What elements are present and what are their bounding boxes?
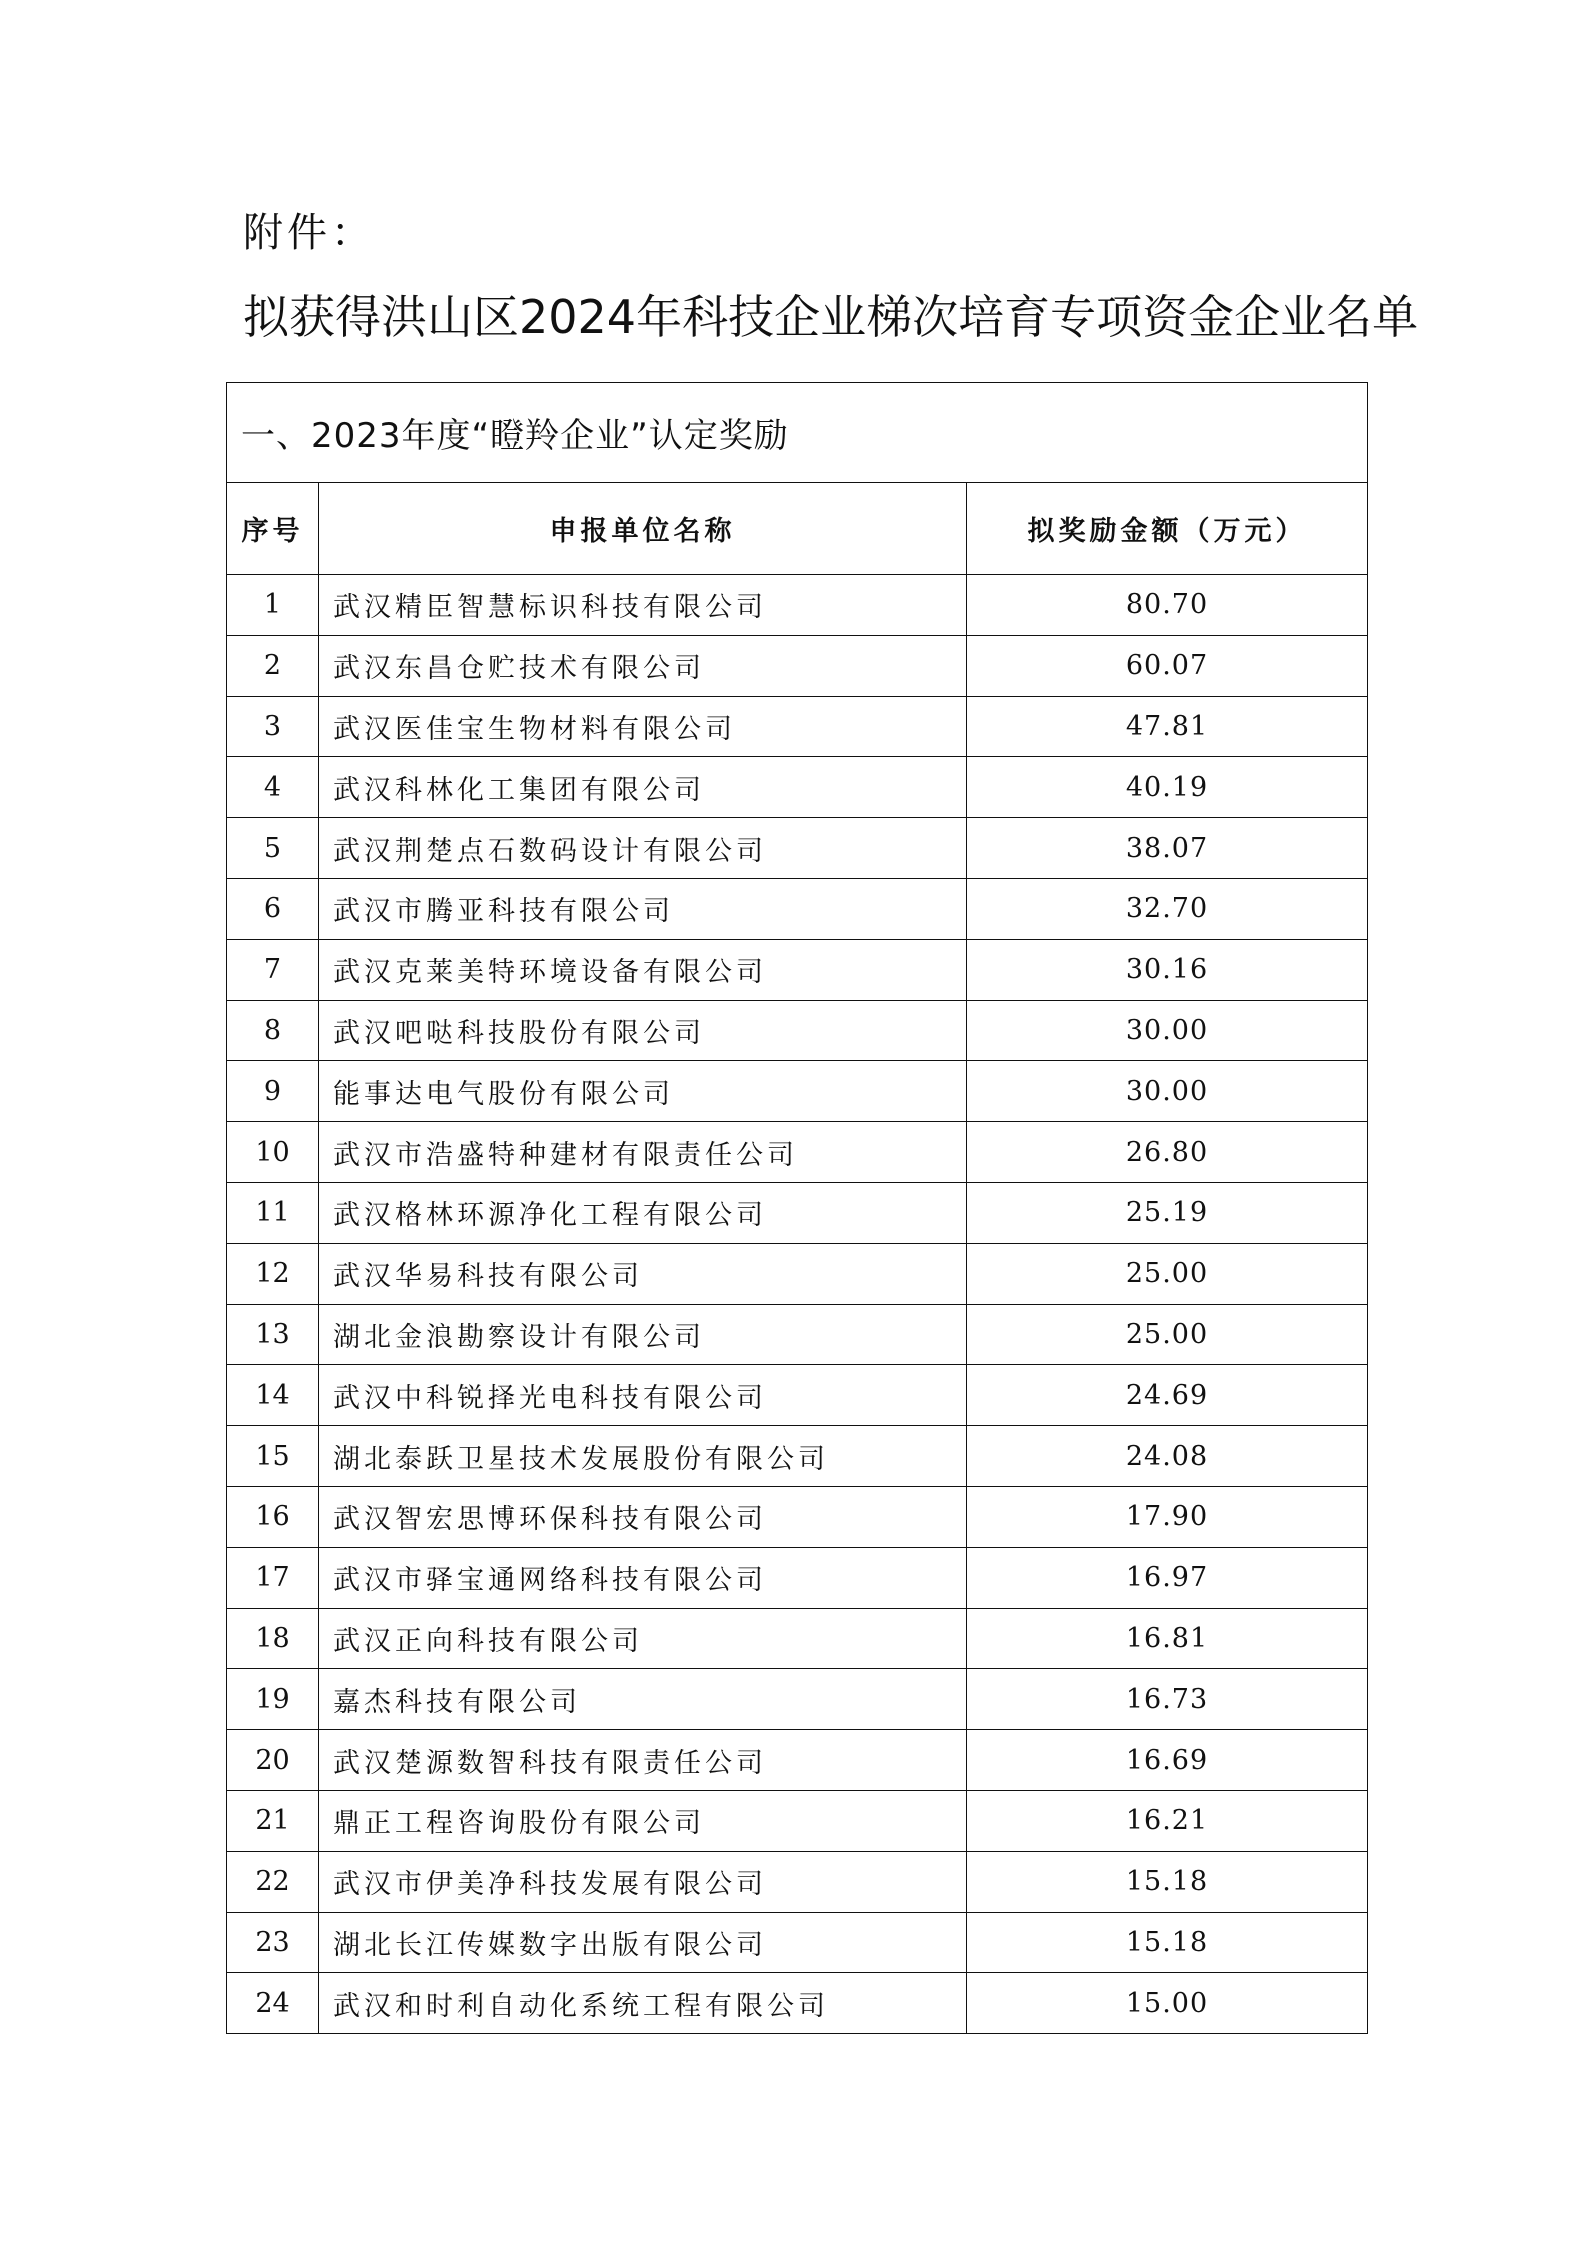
attachment-label: 附件：: [243, 210, 375, 256]
row-number: 14: [227, 1365, 319, 1426]
award-amount: 30.00: [967, 1000, 1368, 1061]
company-name: 武汉智宏思博环保科技有限公司: [319, 1486, 967, 1547]
award-amount: 16.69: [967, 1730, 1368, 1791]
company-name: 湖北长江传媒数字出版有限公司: [319, 1912, 967, 1973]
company-name: 武汉市浩盛特种建材有限责任公司: [319, 1122, 967, 1183]
table-row: [227, 1426, 1368, 1487]
award-table: [226, 382, 1368, 2034]
table-row: [227, 635, 1368, 696]
section-title: 一、2023年度“瞪羚企业”认定奖励: [227, 383, 1368, 483]
row-number: 21: [227, 1790, 319, 1851]
company-name: 湖北泰跃卫星技术发展股份有限公司: [319, 1426, 967, 1487]
award-amount: 16.73: [967, 1669, 1368, 1730]
table-row: [227, 1790, 1368, 1851]
company-name: 武汉科林化工集团有限公司: [319, 757, 967, 818]
company-name: 武汉楚源数智科技有限责任公司: [319, 1730, 967, 1791]
row-number: 11: [227, 1182, 319, 1243]
award-amount: 17.90: [967, 1486, 1368, 1547]
award-amount: 30.16: [967, 939, 1368, 1000]
column-header-no: 序号: [227, 483, 319, 575]
award-amount: 15.18: [967, 1912, 1368, 1973]
award-amount: 16.81: [967, 1608, 1368, 1669]
table-row: [227, 696, 1368, 757]
company-name: 武汉医佳宝生物材料有限公司: [319, 696, 967, 757]
table-row: [227, 939, 1368, 1000]
award-amount: 24.08: [967, 1426, 1368, 1487]
award-amount: 15.18: [967, 1851, 1368, 1912]
table-row: [227, 1973, 1368, 2034]
document-title: 拟获得洪山区2024年科技企业梯次培育专项资金企业名单: [243, 290, 1419, 344]
row-number: 19: [227, 1669, 319, 1730]
company-name: 武汉东昌仓贮技术有限公司: [319, 635, 967, 696]
table-row: [227, 1000, 1368, 1061]
row-number: 12: [227, 1243, 319, 1304]
award-amount: 25.00: [967, 1304, 1368, 1365]
section-header-row: [227, 383, 1368, 483]
table-row: [227, 1486, 1368, 1547]
award-amount: 47.81: [967, 696, 1368, 757]
award-amount: 80.70: [967, 575, 1368, 636]
row-number: 2: [227, 635, 319, 696]
table-row: [227, 1182, 1368, 1243]
row-number: 10: [227, 1122, 319, 1183]
company-name: 武汉荆楚点石数码设计有限公司: [319, 818, 967, 879]
row-number: 7: [227, 939, 319, 1000]
company-name: 武汉和时利自动化系统工程有限公司: [319, 1973, 967, 2034]
company-name: 嘉杰科技有限公司: [319, 1669, 967, 1730]
table-row: [227, 1304, 1368, 1365]
company-name: 鼎正工程咨询股份有限公司: [319, 1790, 967, 1851]
row-number: 24: [227, 1973, 319, 2034]
company-name: 武汉中科锐择光电科技有限公司: [319, 1365, 967, 1426]
table-row: [227, 1851, 1368, 1912]
award-amount: 15.00: [967, 1973, 1368, 2034]
table-row: [227, 1061, 1368, 1122]
company-name: 武汉克莱美特环境设备有限公司: [319, 939, 967, 1000]
table-row: [227, 1730, 1368, 1791]
award-amount: 32.70: [967, 878, 1368, 939]
table-row: [227, 1912, 1368, 1973]
table-row: [227, 1669, 1368, 1730]
company-name: 武汉市腾亚科技有限公司: [319, 878, 967, 939]
column-header-name: 申报单位名称: [319, 483, 967, 575]
table-row: [227, 1365, 1368, 1426]
row-number: 3: [227, 696, 319, 757]
table-row: [227, 1547, 1368, 1608]
row-number: 6: [227, 878, 319, 939]
table-header-row: [227, 483, 1368, 575]
award-amount: 25.19: [967, 1182, 1368, 1243]
row-number: 22: [227, 1851, 319, 1912]
row-number: 15: [227, 1426, 319, 1487]
table-row: [227, 1243, 1368, 1304]
row-number: 18: [227, 1608, 319, 1669]
company-name: 武汉华易科技有限公司: [319, 1243, 967, 1304]
table-row: [227, 575, 1368, 636]
table-row: [227, 878, 1368, 939]
award-amount: 40.19: [967, 757, 1368, 818]
award-amount: 38.07: [967, 818, 1368, 879]
company-name: 武汉吧哒科技股份有限公司: [319, 1000, 967, 1061]
row-number: 9: [227, 1061, 319, 1122]
award-amount: 16.97: [967, 1547, 1368, 1608]
row-number: 5: [227, 818, 319, 879]
company-name: 武汉精臣智慧标识科技有限公司: [319, 575, 967, 636]
company-name: 武汉正向科技有限公司: [319, 1608, 967, 1669]
award-amount: 26.80: [967, 1122, 1368, 1183]
company-name: 能事达电气股份有限公司: [319, 1061, 967, 1122]
row-number: 4: [227, 757, 319, 818]
award-amount: 30.00: [967, 1061, 1368, 1122]
row-number: 17: [227, 1547, 319, 1608]
award-amount: 24.69: [967, 1365, 1368, 1426]
company-name: 武汉市驿宝通网络科技有限公司: [319, 1547, 967, 1608]
row-number: 16: [227, 1486, 319, 1547]
table-row: [227, 818, 1368, 879]
row-number: 13: [227, 1304, 319, 1365]
company-name: 武汉格林环源净化工程有限公司: [319, 1182, 967, 1243]
row-number: 1: [227, 575, 319, 636]
table-row: [227, 757, 1368, 818]
award-amount: 16.21: [967, 1790, 1368, 1851]
column-header-amount: 拟奖励金额（万元）: [967, 483, 1368, 575]
award-amount: 60.07: [967, 635, 1368, 696]
award-amount: 25.00: [967, 1243, 1368, 1304]
company-name: 武汉市伊美净科技发展有限公司: [319, 1851, 967, 1912]
table-row: [227, 1122, 1368, 1183]
table-row: [227, 1608, 1368, 1669]
row-number: 8: [227, 1000, 319, 1061]
row-number: 23: [227, 1912, 319, 1973]
company-name: 湖北金浪勘察设计有限公司: [319, 1304, 967, 1365]
row-number: 20: [227, 1730, 319, 1791]
